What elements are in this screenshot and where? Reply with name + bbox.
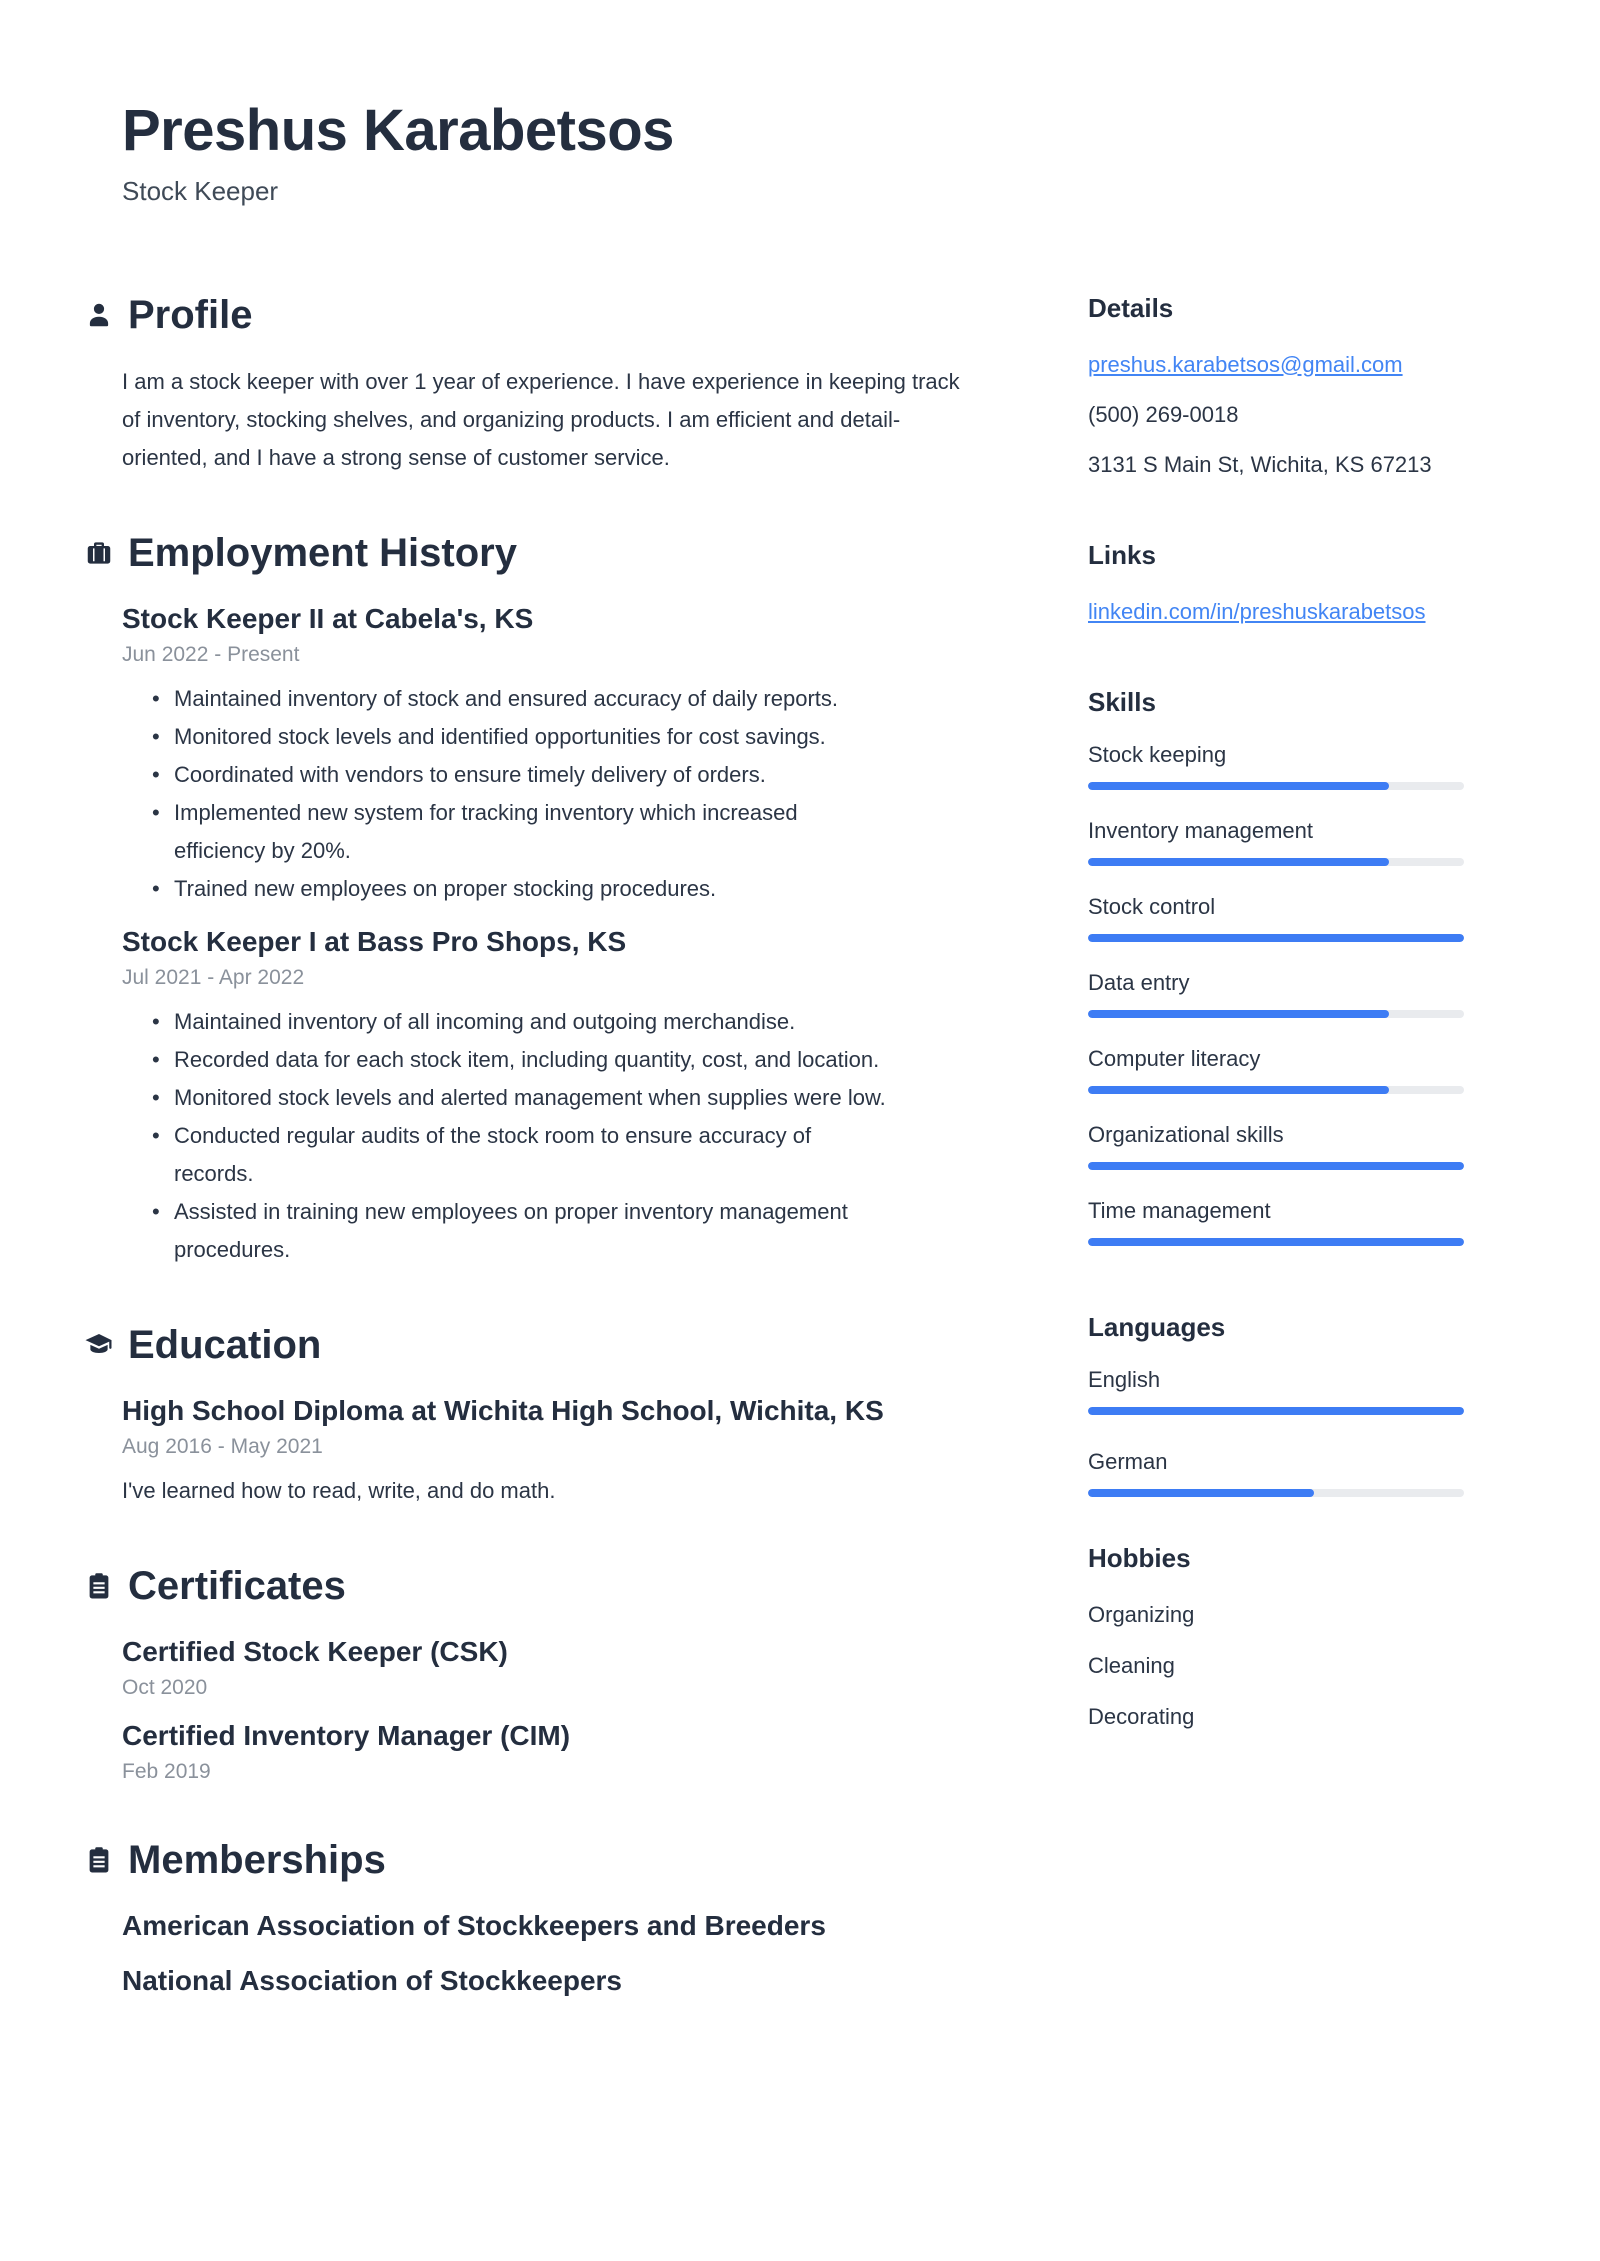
link-row [1088, 595, 1464, 629]
job-bullet-list [122, 680, 974, 908]
content-columns [84, 293, 1464, 2052]
person-icon [84, 300, 114, 330]
sidebar-column [1088, 293, 1464, 2052]
briefcase-icon [84, 538, 114, 568]
language-label: English [1088, 1366, 1161, 1392]
certificates-section-title: Certificates [128, 1563, 346, 1608]
section-certificates [84, 1564, 974, 1784]
education-heading-row [84, 1323, 974, 1367]
sidebar-links [1088, 540, 1464, 629]
language-label: German [1088, 1448, 1168, 1474]
language-bar-track [1088, 1489, 1464, 1497]
certificate-dates: Oct 2020 [122, 1675, 208, 1699]
job-bullet: • Monitored stock levels and identified opportunities for cost savings. [150, 718, 886, 756]
resume-header [122, 100, 1464, 207]
profile-summary: I am a stock keeper with over 1 year of experience. I have experience in keeping track of inventory, stocking shelves, and organizing products. I am efficient and detail-oriented, and I have a strong sense of customer service. [122, 368, 960, 470]
skills-heading: Skills [1088, 686, 1156, 717]
skill-bar-track [1088, 934, 1464, 942]
skill-item [1088, 1046, 1464, 1094]
hobby-item: Organizing [1088, 1601, 1195, 1627]
employment-heading-row [84, 531, 974, 575]
sidebar-languages [1088, 1312, 1464, 1497]
memberships-heading-row [84, 1838, 974, 1882]
linkedin-link[interactable]: linkedin.com/in/preshuskarabetsos [1088, 598, 1426, 624]
certificate-title-line: Certified Inventory Manager (CIM) [122, 1719, 571, 1751]
job-bullet: • Maintained inventory of all incoming and outgoing merchandise. [150, 1003, 886, 1041]
person-name: Preshus Karabetsos [122, 98, 674, 163]
clipboard-icon [84, 1845, 114, 1875]
skill-bar-track [1088, 1238, 1464, 1246]
job-bullet-list [122, 1003, 974, 1269]
job-title-line: Stock Keeper II at Cabela's, KS [122, 602, 534, 634]
skill-bar-fill [1088, 1162, 1464, 1170]
email-row [1088, 348, 1464, 382]
membership-item: National Association of Stockkeepers [122, 1964, 622, 1996]
skill-item [1088, 818, 1464, 866]
language-item [1088, 1367, 1464, 1415]
job-bullet: • Maintained inventory of stock and ensured accuracy of daily reports. [150, 680, 886, 718]
skill-item [1088, 1198, 1464, 1246]
section-profile [84, 293, 974, 477]
skill-bar-fill [1088, 934, 1464, 942]
skill-bar-track [1088, 1086, 1464, 1094]
profile-heading-row [84, 293, 974, 337]
skill-label: Data entry [1088, 969, 1190, 995]
skill-item [1088, 742, 1464, 790]
skill-bar-track [1088, 858, 1464, 866]
skill-bar-fill [1088, 1238, 1464, 1246]
education-section-title: Education [128, 1322, 322, 1367]
certificate-dates: Feb 2019 [122, 1759, 211, 1783]
skill-label: Computer literacy [1088, 1045, 1261, 1071]
skill-label: Time management [1088, 1197, 1271, 1223]
hobbies-heading: Hobbies [1088, 1542, 1191, 1573]
skill-bar-track [1088, 1162, 1464, 1170]
phone-number: (500) 269-0018 [1088, 401, 1239, 427]
memberships-section-title: Memberships [128, 1837, 386, 1882]
job-dates: Jun 2022 - Present [122, 642, 300, 666]
job-entry [122, 924, 974, 1269]
job-title: Stock Keeper [122, 175, 279, 206]
details-heading: Details [1088, 292, 1174, 323]
skill-bar-fill [1088, 1086, 1389, 1094]
job-title-line: Stock Keeper I at Bass Pro Shops, KS [122, 925, 627, 957]
profile-section-title: Profile [128, 292, 253, 337]
skill-bar-fill [1088, 782, 1389, 790]
skill-label: Inventory management [1088, 817, 1314, 843]
job-dates: Jul 2021 - Apr 2022 [122, 965, 305, 989]
language-item [1088, 1449, 1464, 1497]
skill-bar-track [1088, 782, 1464, 790]
section-employment [84, 531, 974, 1269]
skill-label: Stock control [1088, 893, 1216, 919]
education-description: I've learned how to read, write, and do math. [122, 1477, 556, 1503]
language-bar-track [1088, 1407, 1464, 1415]
certificate-entry [122, 1634, 974, 1700]
skill-label: Stock keeping [1088, 741, 1227, 767]
job-bullet: • Implemented new system for tracking inventory which increased efficiency by 20%. [150, 794, 886, 870]
employment-section-title: Employment History [128, 530, 517, 575]
job-bullet: • Conducted regular audits of the stock room to ensure accuracy of records. [150, 1117, 886, 1193]
sidebar-hobbies [1088, 1543, 1464, 1734]
clipboard-icon [84, 1571, 114, 1601]
sidebar-skills [1088, 687, 1464, 1246]
section-education [84, 1323, 974, 1510]
email-link[interactable]: preshus.karabetsos@gmail.com [1088, 351, 1403, 377]
skill-item [1088, 1122, 1464, 1170]
languages-heading: Languages [1088, 1311, 1226, 1342]
graduation-cap-icon [84, 1330, 114, 1360]
skill-bar-fill [1088, 858, 1389, 866]
certificate-title-line: Certified Stock Keeper (CSK) [122, 1635, 508, 1667]
job-bullet: • Monitored stock levels and alerted management when supplies were low. [150, 1079, 886, 1117]
skill-bar-fill [1088, 1010, 1389, 1018]
skill-bar-track [1088, 1010, 1464, 1018]
main-column [84, 293, 974, 2052]
links-heading: Links [1088, 539, 1156, 570]
hobby-item: Cleaning [1088, 1652, 1175, 1678]
skill-item [1088, 970, 1464, 1018]
skill-item [1088, 894, 1464, 942]
hobby-item: Decorating [1088, 1703, 1195, 1729]
postal-address: 3131 S Main St, Wichita, KS 67213 [1088, 451, 1432, 477]
membership-item: American Association of Stockkeepers and Breeders [122, 1909, 826, 1941]
job-bullet: • Trained new employees on proper stocking procedures. [150, 870, 886, 908]
education-entry [122, 1393, 974, 1510]
job-entry [122, 601, 974, 908]
education-title-line: High School Diploma at Wichita High School, Wichita, KS [122, 1394, 884, 1426]
language-bar-fill [1088, 1407, 1464, 1415]
skill-label: Organizational skills [1088, 1121, 1284, 1147]
education-dates: Aug 2016 - May 2021 [122, 1434, 323, 1458]
job-bullet: • Coordinated with vendors to ensure timely delivery of orders. [150, 756, 886, 794]
certificate-entry [122, 1718, 974, 1784]
sidebar-details [1088, 293, 1464, 482]
job-bullet: • Recorded data for each stock item, including quantity, cost, and location. [150, 1041, 886, 1079]
job-bullet: • Assisted in training new employees on proper inventory management procedures. [150, 1193, 886, 1269]
language-bar-fill [1088, 1489, 1314, 1497]
section-memberships [84, 1838, 974, 1998]
certificates-heading-row [84, 1564, 974, 1608]
